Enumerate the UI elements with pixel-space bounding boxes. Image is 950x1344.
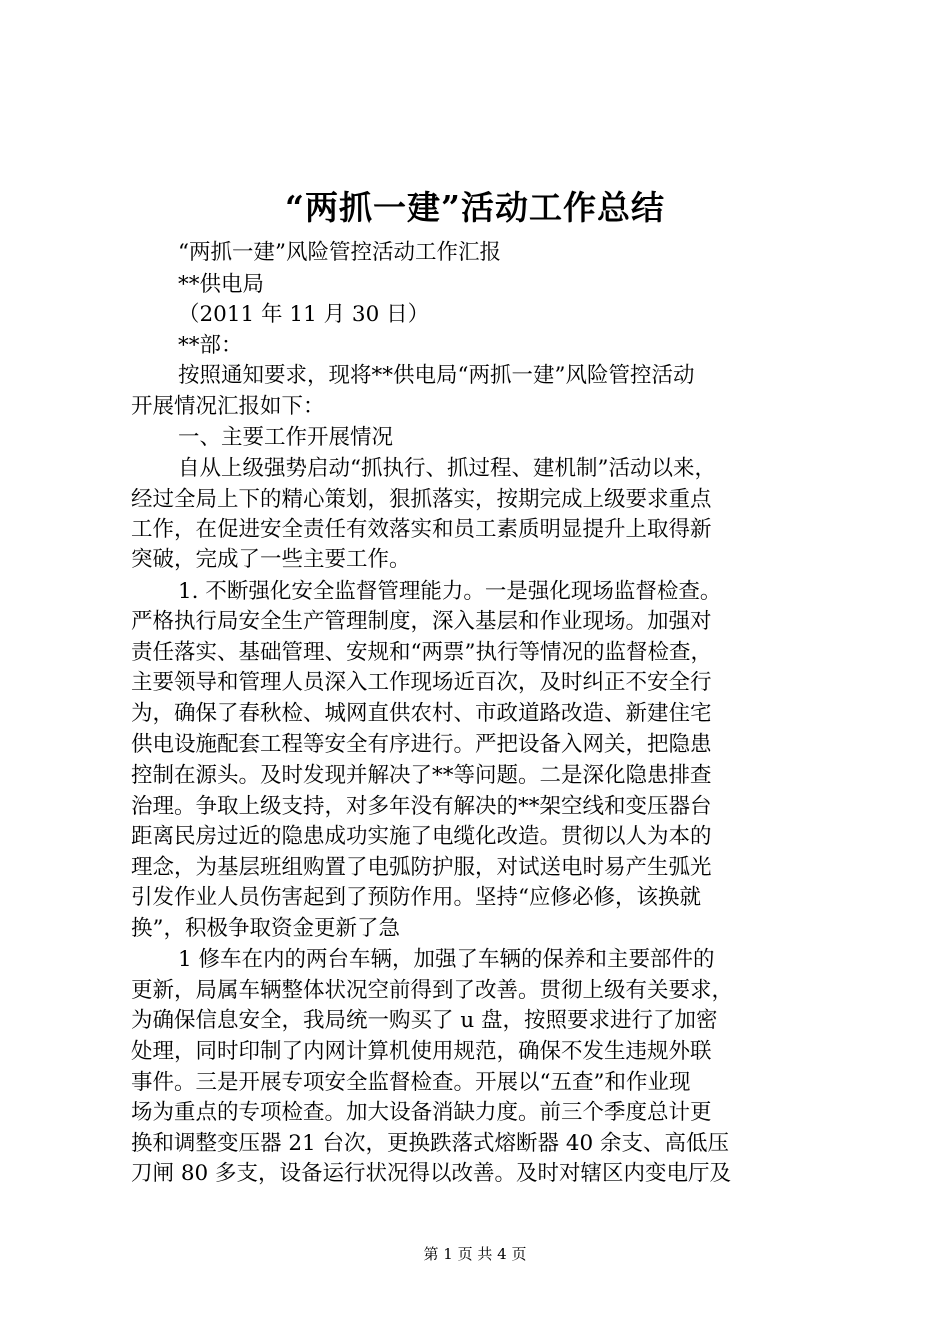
body-line: 换和调整变压器 21 台次，更换跌落式熔断器 40 余支、高低压 (131, 1131, 730, 1156)
body-line: 按照通知要求，现将**供电局“两抓一建”风险管控活动 (178, 363, 695, 388)
body-line: 经过全局上下的精心策划，狠抓落实，按期完成上级要求重点 (131, 487, 712, 512)
body-line: 1 修车在内的两台车辆，加强了车辆的保养和主要部件的 (178, 947, 715, 972)
body-line: 开展情况汇报如下： (131, 394, 325, 419)
org-line: **供电局 (178, 272, 265, 297)
body-line: 1. 不断强化安全监督管理能力。一是强化现场监督检查。 (178, 579, 722, 604)
subtitle-line: “两抓一建”风险管控活动工作汇报 (178, 240, 501, 265)
body-line: 刀闸 80 多支，设备运行状况得以改善。及时对辖区内变电厅及 (131, 1161, 732, 1186)
body-line: 工作，在促进安全责任有效落实和员工素质明显提升上取得新 (131, 517, 712, 542)
date-line: （2011 年 11 月 30 日） (178, 302, 430, 327)
body-line: 引发作业人员伤害起到了预防作用。坚持“应修必修，该换就 (131, 885, 701, 910)
body-line: 自从上级强势启动“抓执行、抓过程、建机制”活动以来， (178, 456, 716, 481)
body-line: 突破，完成了一些主要工作。 (131, 547, 411, 572)
body-line: 责任落实、基础管理、安规和“两票”执行等情况的监督检查， (131, 640, 712, 665)
section-heading: 一、主要工作开展情况 (178, 425, 394, 450)
page-footer: 第 1 页 共 4 页 (423, 1245, 527, 1263)
body-line: 主要领导和管理人员深入工作现场近百次，及时纠正不安全行 (131, 670, 712, 695)
recipient-line: **部： (178, 333, 243, 358)
body-line: 为，确保了春秋检、城网直供农村、市政道路改造、新建住宅 (131, 701, 712, 726)
body-line: 严格执行局安全生产管理制度，深入基层和作业现场。加强对 (131, 609, 712, 634)
body-line: 为确保信息安全，我局统一购买了 u 盘，按照要求进行了加密 (131, 1008, 718, 1033)
body-line: 供电设施配套工程等安全有序进行。严把设备入网关，把隐患 (131, 732, 712, 757)
body-line: 理念，为基层班组购置了电弧防护服，对试送电时易产生弧光 (131, 855, 712, 880)
body-line: 场为重点的专项检查。加大设备消缺力度。前三个季度总计更 (131, 1100, 712, 1125)
body-line: 事件。三是开展专项安全监督检查。开展以“五查”和作业现 (131, 1070, 691, 1095)
body-line: 控制在源头。及时发现并解决了**等问题。二是深化隐患排查 (131, 763, 712, 788)
body-line: 换”，积极争取资金更新了急 (131, 916, 400, 941)
document-title: “两抓一建”活动工作总结 (285, 188, 665, 227)
body-line: 距离民房过近的隐患成功实施了电缆化改造。贯彻以人为本的 (131, 824, 712, 849)
body-line: 治理。争取上级支持，对多年没有解决的**架空线和变压器台 (131, 794, 712, 819)
body-line: 处理，同时印制了内网计算机使用规范，确保不发生违规外联 (131, 1039, 712, 1064)
body-line: 更新，局属车辆整体状况空前得到了改善。贯彻上级有关要求， (131, 978, 734, 1003)
